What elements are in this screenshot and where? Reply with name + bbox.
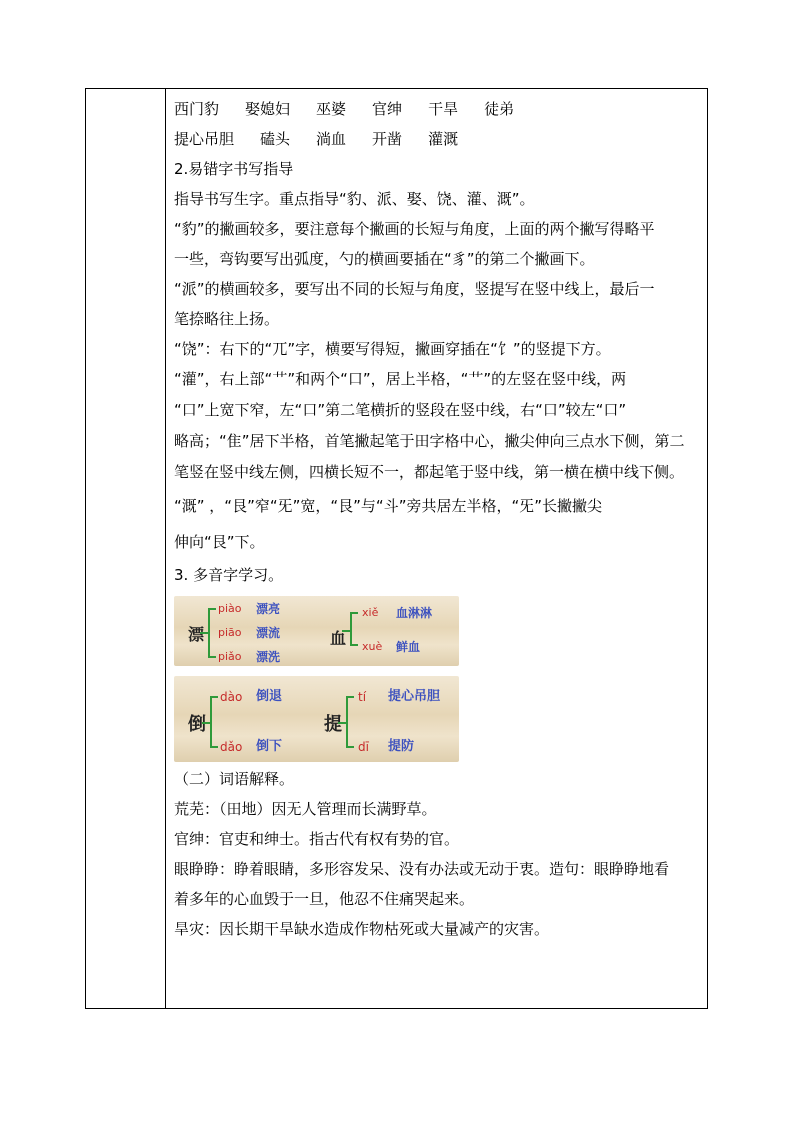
vocab-item: 旱灾：因长期干旱缺水造成作物枯死或大量减产的灾害。 [174,920,550,938]
pinyin: piào [218,602,242,615]
example-word: 血淋淋 [396,606,433,620]
example-word: 提心吊胆 [388,689,441,704]
bracket-icon [210,696,212,748]
example-word: 提防 [388,739,415,754]
vocab-item: 官绅：官吏和绅士。指古代有权有势的官。 [174,830,460,848]
polyphone-char: 倒 [188,714,206,735]
word: 磕头 [260,130,291,148]
vocab-item: 着多年的心血毁于一旦，他忍不住痛哭起来。 [174,890,475,908]
pinyin: piāo [218,626,242,639]
vocab-words-row-1 [174,94,704,124]
word: 徒弟 [484,100,515,118]
example-word: 漂流 [256,626,281,640]
guide-gai-line-1: “溉” ，“艮”窄“旡”宽，“艮”与“斗”旁共居左半格，“旡”长撇撇尖 [174,497,603,515]
guide-guan-line-2: “口”上宽下窄，左“口”第二笔横折的竖段在竖中线，右“口”较左“口” [174,401,627,419]
vocab-item: 荒芜：（田地）因无人管理而长满野草。 [174,800,437,818]
word: 巫婆 [316,100,347,118]
bracket-icon [208,608,216,610]
bracket-icon [346,746,354,748]
guide-bao-line-2: 一些，弯钩要写出弧度，勺的横画要插在“豸”的第二个撇画下。 [174,250,595,268]
bracket-icon [210,746,218,748]
guide-gai-line-2: 伸向“艮”下。 [174,533,265,551]
pinyin: dào [220,690,243,704]
lesson-table [85,88,708,1009]
word: 干旱 [428,100,459,118]
vocab-item: 眼睁睁：睁着眼睛，多形容发呆、没有办法或无动于衷。造句：眼睁睁地看 [174,860,670,878]
guide-rao: “饶”：右下的“兀”字，横要写得短，撇画穿插在“饣”的竖提下方。 [174,340,611,358]
bracket-icon [350,612,352,646]
guide-bao-line-1: “豹”的撇画较多，要注意每个撇画的长短与角度，上面的两个撇写得略平 [174,220,655,238]
pinyin: dī [358,740,369,754]
guide-intro: 指导书写生字。重点指导“豹、派、娶、饶、灌、溉”。 [174,190,535,208]
example-word: 倒下 [256,739,283,754]
word: 灌溉 [428,130,459,148]
word: 官绅 [372,100,403,118]
word: 开凿 [372,130,403,148]
polyphone-char: 漂 [188,625,205,644]
guide-guan-line-1: “灌”，右上部“艹”和两个“口”，居上半格，“艹”的左竖在竖中线，两 [174,370,627,388]
polyphone-char: 提 [324,714,342,735]
bracket-icon [208,656,216,658]
guide-guan-line-3: 略高；“隹”居下半格，首笔撇起笔于田字格中心，撇尖伸向三点水下侧，第二 [174,432,685,450]
polyphone-card-1 [174,596,459,666]
bracket-icon [208,608,210,658]
word: 淌血 [316,130,347,148]
bracket-icon [338,722,346,724]
pinyin: dǎo [220,740,243,754]
guide-pai-line-2: 笔捺略往上扬。 [174,310,280,328]
word: 西门豹 [174,100,220,118]
example-word: 倒退 [256,689,283,704]
bracket-icon [350,644,358,646]
bracket-icon [350,612,358,614]
bracket-icon [342,630,350,632]
word: 娶媳妇 [245,100,291,118]
pinyin: piǎo [218,650,242,663]
polyphone-card-2 [174,676,459,762]
bracket-icon [210,696,218,698]
polyphone-char: 血 [330,629,347,648]
bracket-icon [202,722,210,724]
bracket-icon [346,696,354,698]
section-vocab-title: （二）词语解释。 [174,770,295,788]
example-word: 漂亮 [256,602,281,616]
guide-guan-line-4: 笔竖在竖中线左侧，四横长短不一，都起笔于竖中线，第一横在横中线下侧。 [174,463,685,481]
pinyin: xiě [362,606,379,619]
pinyin: xuè [362,640,383,653]
bracket-icon [346,696,348,748]
section-2-title: 2.易错字书写指导 [174,160,294,178]
example-word: 漂洗 [256,650,281,664]
example-word: 鲜血 [396,640,421,654]
bracket-icon [200,632,208,634]
lesson-content [174,94,704,944]
pinyin: tí [358,690,367,704]
guide-pai-line-1: “派”的横画较多，要写出不同的长短与角度，竖提写在竖中线上，最后一 [174,280,655,298]
vocab-words-row-2 [174,124,704,154]
column-divider [165,89,166,1008]
section-3-title: 3. 多音字学习。 [174,566,284,584]
word: 提心吊胆 [174,130,235,148]
